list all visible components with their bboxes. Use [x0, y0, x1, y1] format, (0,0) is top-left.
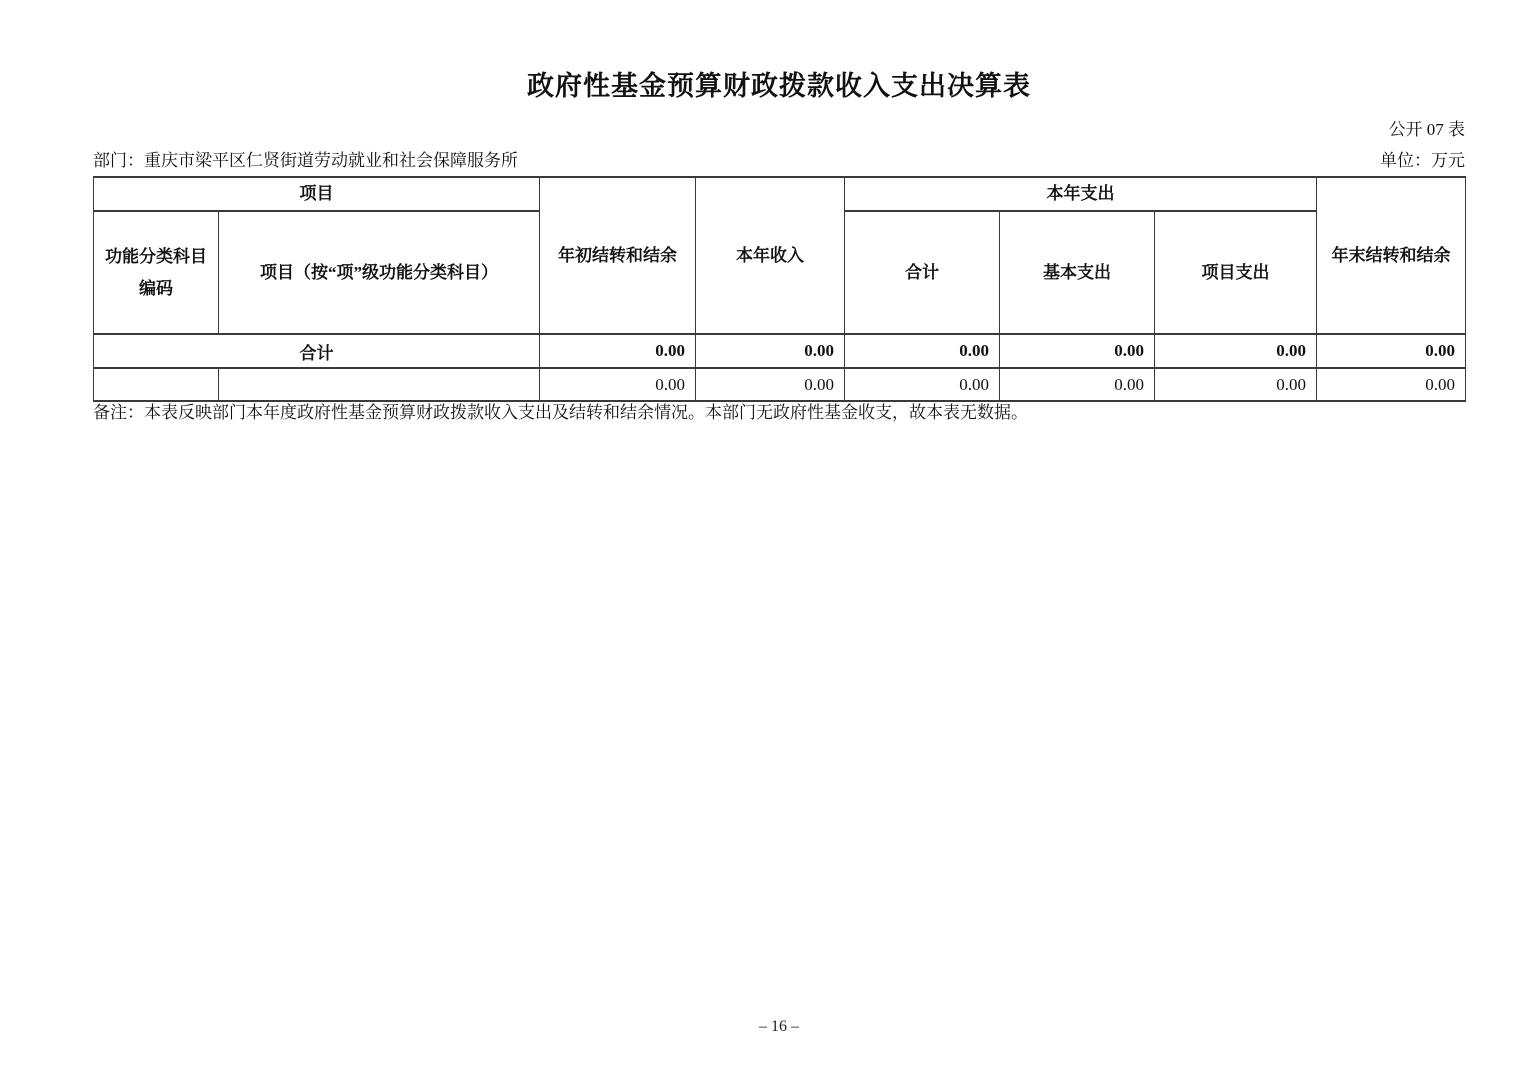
- detail-project-expense: 0.00: [1155, 368, 1317, 401]
- page-content: [93, 0, 1465, 1069]
- total-year-income: 0.00: [696, 334, 845, 368]
- total-expense-total: 0.00: [845, 334, 1000, 368]
- page-number: – 16 –: [759, 1018, 799, 1035]
- unit-label: 单位：万元: [1380, 151, 1465, 170]
- detail-begin-balance: 0.00: [540, 368, 696, 401]
- detail-function-code: [94, 368, 219, 401]
- table-row-detail: [94, 368, 1466, 401]
- total-begin-balance: 0.00: [540, 334, 696, 368]
- header-function-code: 功能分类科目编码: [94, 211, 219, 334]
- meta-row: [93, 146, 1465, 171]
- page-title: 政府性基金预算财政拨款收入支出决算表: [527, 71, 1031, 101]
- detail-basic-expense: 0.00: [1000, 368, 1155, 401]
- total-basic-expense: 0.00: [1000, 334, 1155, 368]
- header-basic-expense: 基本支出: [1000, 211, 1155, 334]
- detail-expense-total: 0.00: [845, 368, 1000, 401]
- header-end-balance: 年末结转和结余: [1317, 177, 1466, 334]
- public-table-code: 公开 07 表: [1388, 120, 1465, 139]
- header-project-expense: 项目支出: [1155, 211, 1317, 334]
- header-begin-balance: 年初结转和结余: [540, 177, 696, 334]
- total-project-expense: 0.00: [1155, 334, 1317, 368]
- header-expense-total: 合计: [845, 211, 1000, 334]
- header-project-item: 项目（按“项”级功能分类科目）: [219, 211, 540, 334]
- header-project-group: 项目: [94, 177, 540, 211]
- total-row-label: 合计: [94, 334, 540, 368]
- header-expense-group: 本年支出: [845, 177, 1317, 211]
- total-end-balance: 0.00: [1317, 334, 1466, 368]
- detail-project-item: [219, 368, 540, 401]
- fund-budget-table: [93, 176, 1466, 402]
- table-row-total: [94, 334, 1466, 368]
- detail-end-balance: 0.00: [1317, 368, 1466, 401]
- header-row-1: [94, 177, 1466, 211]
- department-label: 部门：重庆市梁平区仁贤街道劳动就业和社会保障服务所: [93, 151, 518, 170]
- footnote: 备注：本表反映部门本年度政府性基金预算财政拨款收入支出及结转和结余情况。本部门无政府性基金收支，故本表无数据。: [93, 403, 1028, 422]
- detail-year-income: 0.00: [696, 368, 845, 401]
- header-year-income: 本年收入: [696, 177, 845, 334]
